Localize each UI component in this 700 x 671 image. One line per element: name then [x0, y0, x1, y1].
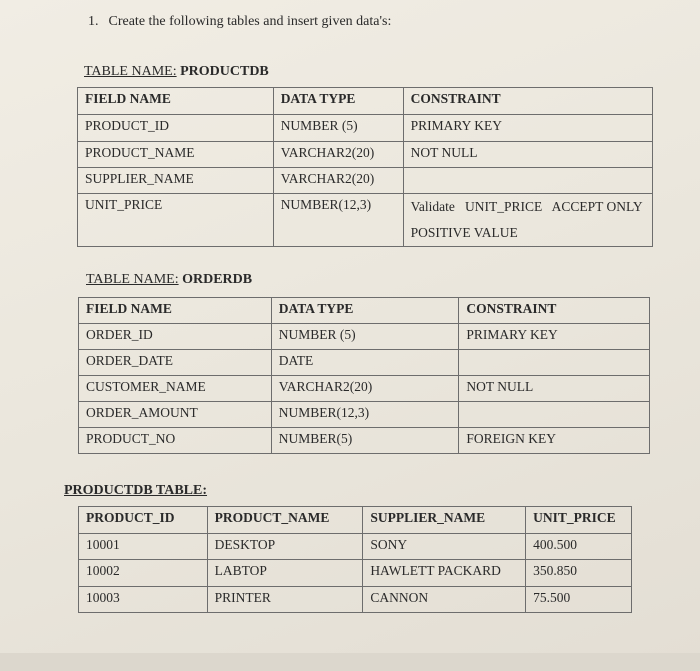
header-cell: CONSTRAINT [403, 88, 652, 115]
table-cell: NUMBER (5) [273, 115, 403, 142]
table-cell [459, 402, 650, 428]
table-cell: CANNON [363, 587, 526, 613]
header-cell: PRODUCT_NAME [207, 507, 363, 534]
table-cell: ORDER_DATE [79, 350, 272, 376]
table-cell: ORDER_ID [79, 324, 272, 350]
productdb-data-title: PRODUCTDB TABLE: [64, 483, 208, 498]
table-cell: 10003 [79, 587, 208, 613]
table-row [78, 115, 653, 142]
header-cell: DATA TYPE [273, 88, 403, 115]
table-row [78, 168, 653, 194]
table-row [79, 324, 650, 350]
table-name-label: TABLE NAME: [86, 272, 179, 287]
table-row [79, 402, 650, 428]
table-row [78, 194, 653, 247]
task-number: 1. [88, 14, 99, 29]
table-cell: PRIMARY KEY [459, 324, 650, 350]
table-name-label: TABLE NAME: [84, 64, 177, 79]
table-cell: NUMBER(12,3) [271, 402, 459, 428]
table-cell: NUMBER(12,3) [273, 194, 403, 247]
task-instruction [88, 14, 391, 30]
task-text: Create the following tables and insert given data's: [108, 14, 392, 29]
table-cell: VARCHAR2(20) [273, 142, 403, 168]
table-cell: 75.500 [526, 587, 632, 613]
table-row [79, 560, 632, 587]
table-row [79, 350, 650, 376]
table-cell: PRODUCT_NAME [78, 142, 274, 168]
table-cell: 400.500 [526, 534, 632, 560]
table-cell: NOT NULL [459, 376, 650, 402]
table-header-row [79, 507, 632, 534]
table-name-value: ORDERDB [182, 272, 253, 287]
productdb-schema-table [77, 87, 653, 247]
table-name-value: PRODUCTDB [180, 64, 269, 79]
productdb-schema-title [84, 64, 269, 80]
table-cell: ORDER_AMOUNT [79, 402, 272, 428]
table-cell: DATE [271, 350, 459, 376]
table-cell: NUMBER(5) [271, 428, 459, 454]
table-cell: PRIMARY KEY [403, 115, 652, 142]
productdb-data-table [78, 506, 632, 613]
table-cell: 350.850 [526, 560, 632, 587]
orderdb-schema-table [78, 297, 650, 454]
table-cell: 10002 [79, 560, 208, 587]
table-cell: CUSTOMER_NAME [79, 376, 272, 402]
page-bottom-edge [0, 653, 700, 671]
table-cell: HAWLETT PACKARD [363, 560, 526, 587]
table-cell: UNIT_PRICE [78, 194, 274, 247]
header-cell: FIELD NAME [79, 298, 272, 324]
table-cell: VARCHAR2(20) [273, 168, 403, 194]
header-cell: DATA TYPE [271, 298, 459, 324]
table-cell: DESKTOP [207, 534, 363, 560]
table-cell: NOT NULL [403, 142, 652, 168]
table-cell: Validate UNIT_PRICE ACCEPT ONLY POSITIVE VALUE [403, 194, 652, 247]
table-row [79, 376, 650, 402]
table-cell: SUPPLIER_NAME [78, 168, 274, 194]
table-cell [459, 350, 650, 376]
table-cell: PRODUCT_NO [79, 428, 272, 454]
table-cell: PRINTER [207, 587, 363, 613]
header-cell: PRODUCT_ID [79, 507, 208, 534]
table-row [79, 428, 650, 454]
orderdb-schema-title [86, 272, 252, 288]
table-cell: SONY [363, 534, 526, 560]
table-cell: VARCHAR2(20) [271, 376, 459, 402]
table-row [79, 587, 632, 613]
table-cell: FOREIGN KEY [459, 428, 650, 454]
header-cell: UNIT_PRICE [526, 507, 632, 534]
table-cell: 10001 [79, 534, 208, 560]
table-row [79, 534, 632, 560]
table-cell: PRODUCT_ID [78, 115, 274, 142]
table-cell: LABTOP [207, 560, 363, 587]
table-header-row [78, 88, 653, 115]
table-cell: NUMBER (5) [271, 324, 459, 350]
header-cell: SUPPLIER_NAME [363, 507, 526, 534]
table-header-row [79, 298, 650, 324]
table-cell [403, 168, 652, 194]
header-cell: CONSTRAINT [459, 298, 650, 324]
header-cell: FIELD NAME [78, 88, 274, 115]
table-row [78, 142, 653, 168]
